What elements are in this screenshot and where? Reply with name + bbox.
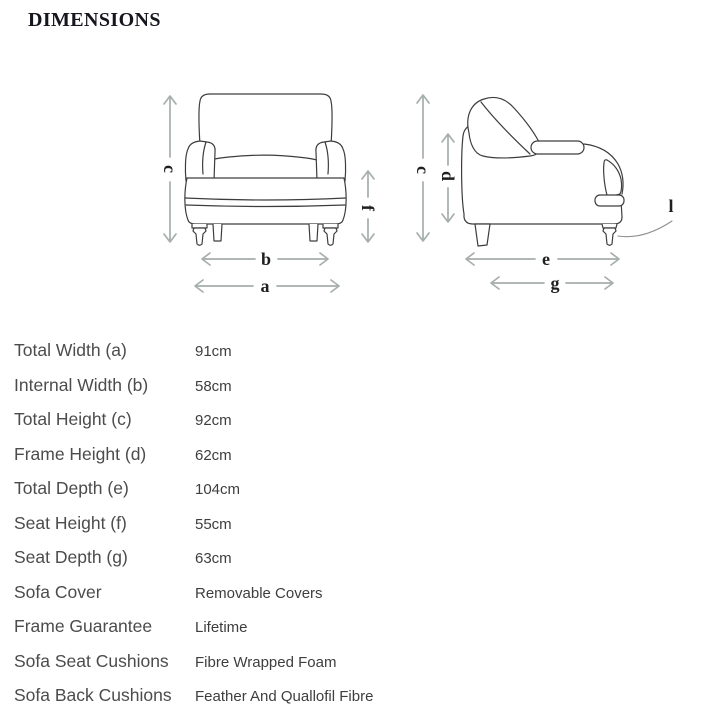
spec-label: Sofa Cover <box>14 581 102 602</box>
spec-value: 63cm <box>195 550 232 567</box>
back-leg <box>475 224 490 246</box>
front-leg <box>603 228 616 245</box>
front-right-leg <box>324 228 337 245</box>
spec-row-frame-guarantee <box>14 616 686 651</box>
arm-base-cap <box>595 195 624 206</box>
spec-row-total-width <box>14 340 686 375</box>
spec-row-total-depth <box>14 478 686 513</box>
spec-label: Frame Height (d) <box>14 443 147 464</box>
spec-value: Fibre Wrapped Foam <box>195 653 337 671</box>
armchair-side-drawing <box>462 97 624 246</box>
total-height-label: c <box>413 166 433 174</box>
back-left-leg <box>213 224 222 241</box>
spec-label: Sofa Back Cushions <box>14 685 172 705</box>
spec-value: Feather And Quallofil Fibre <box>195 688 374 705</box>
spec-value: Lifetime <box>195 619 248 636</box>
front-left-leg <box>193 228 206 245</box>
leg-label: l <box>668 196 674 216</box>
spec-value: 55cm <box>195 515 232 533</box>
spec-label: Seat Height (f) <box>14 512 127 533</box>
right-arm <box>316 141 346 181</box>
armrest-pad <box>531 141 584 154</box>
spec-row-seat-depth <box>14 547 686 582</box>
spec-table <box>14 340 686 720</box>
armchair-front-drawing <box>185 94 346 245</box>
spec-label: Total Depth (e) <box>14 478 129 498</box>
spec-value: 92cm <box>195 412 232 429</box>
spec-label: Total Width (a) <box>14 340 127 360</box>
seat-depth-label: g <box>550 273 560 293</box>
spec-label: Sofa Seat Cushions <box>14 650 169 671</box>
spec-label: Total Height (c) <box>14 409 132 429</box>
leg-callout-line <box>618 221 672 237</box>
spec-value: 104cm <box>195 481 241 498</box>
seat-height-label: f <box>358 205 378 211</box>
frame-height-label: d <box>438 170 458 182</box>
spec-row-seat-height <box>14 513 686 548</box>
spec-label: Internal Width (b) <box>14 374 149 395</box>
armchair-side-view-diagram <box>410 78 702 313</box>
spec-row-seat-cushions <box>14 651 686 686</box>
spec-value: 58cm <box>195 377 232 395</box>
base <box>185 178 346 224</box>
spec-row-total-height <box>14 409 686 444</box>
spec-value: Removable Covers <box>195 584 323 602</box>
armchair-front-view-diagram <box>150 78 400 313</box>
spec-value: 62cm <box>195 446 232 464</box>
spec-row-back-cushions <box>14 685 686 720</box>
internal-width-label: b <box>260 249 272 269</box>
total-width-label: a <box>260 276 270 296</box>
spec-value: 91cm <box>195 343 232 360</box>
spec-row-frame-height <box>14 444 686 479</box>
back-right-leg <box>309 224 318 241</box>
spec-row-internal-width <box>14 375 686 410</box>
spec-row-sofa-cover <box>14 582 686 617</box>
spec-label: Frame Guarantee <box>14 616 153 636</box>
page-title: DIMENSIONS <box>28 9 161 31</box>
total-depth-label: e <box>542 249 550 269</box>
spec-label: Seat Depth (g) <box>14 547 128 567</box>
left-arm <box>185 141 215 181</box>
total-height-label: c <box>160 165 180 173</box>
